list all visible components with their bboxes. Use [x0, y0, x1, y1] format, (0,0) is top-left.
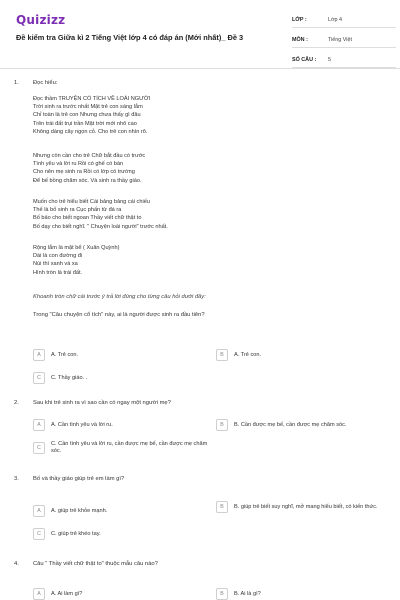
question-prompt: Bố và thầy giáo giúp trẻ em làm gì?: [33, 476, 125, 482]
answer-option-c[interactable]: [33, 372, 87, 384]
poem-stanza-2: [33, 152, 145, 185]
answer-option-b[interactable]: [216, 588, 261, 600]
poem-line: Thế là bố sinh ra Cục phấn từ đá ra: [33, 207, 122, 214]
meta-value: 5: [328, 56, 331, 63]
poem-line: Bố dạy cho biết nghĩ. " Chuyện loài người" trước nhất.: [33, 223, 168, 230]
meta-row-count: [292, 52, 396, 68]
option-text: A. giúp trẻ khỏe mạnh.: [51, 507, 108, 514]
question-number: 3.: [14, 476, 19, 482]
answer-option-a[interactable]: [33, 588, 82, 600]
poem-line: Trời sinh ra trước nhất Mặt trẻ con sáng lắm: [33, 104, 143, 111]
poem-line: Không dáng cây ngọn cỏ. Cho trẻ con nhìn rõ.: [33, 128, 148, 135]
answer-option-a[interactable]: [33, 349, 78, 361]
question-number: 2.: [14, 400, 19, 406]
question-prompt: Sau khi trẻ sinh ra vì sao cần có ngay một người mẹ?: [33, 400, 171, 406]
poem-stanza-3: [33, 198, 168, 231]
answer-option-c[interactable]: [33, 441, 213, 455]
option-text: B. Ai là gì?: [234, 590, 261, 597]
meta-value: Lớp 4: [328, 16, 343, 23]
option-letter-box: B: [216, 419, 228, 431]
option-text: C. giúp trẻ khéo tay.: [51, 530, 101, 537]
sub-question: Trong "Câu chuyện cổ tích" này, ai là người được sinh ra đầu tiên?: [33, 312, 205, 318]
poem-line: Cho nên mẹ sinh ra Rồi có lớp có trường: [33, 169, 135, 176]
option-letter-box: C: [33, 442, 45, 454]
poem-line: Hình tròn là trái đất.: [33, 269, 83, 276]
option-text: A. Trẻ con.: [51, 351, 79, 358]
instruction-text: Khoanh tròn chữ cái trước ý trả lời đúng cho từng câu hỏi dưới đây:: [33, 294, 206, 300]
meta-key: LỚP :: [292, 16, 307, 23]
poem-line: Trên trái đất trụi trần Mặt trời mới nhô cao: [33, 120, 137, 127]
poem-line: Chỉ toàn là trẻ con Nhưng chưa thấy gì đâu: [33, 112, 141, 119]
meta-value: Tiếng Việt: [328, 36, 352, 43]
answer-option-a[interactable]: [33, 419, 113, 431]
poem-line: Dài là con đường đi: [33, 253, 83, 260]
option-letter-box: A: [33, 349, 45, 361]
option-text: A. Cần tình yêu và lời ru.: [51, 421, 113, 428]
meta-key: MÔN :: [292, 36, 308, 43]
option-letter-box: A: [33, 588, 45, 600]
poem-line: Đọc thầm TRUYỆN CỔ TÍCH VỀ LOÀI NGƯỜI: [33, 96, 151, 102]
option-letter-box: C: [33, 528, 45, 540]
question-prompt: Đọc hiểu:: [33, 80, 58, 86]
document-title: Đề kiểm tra Giữa kì 2 Tiếng Việt lớp 4 có đáp án (Mới nhất)_ Đề 3: [16, 33, 244, 42]
answer-option-b[interactable]: [216, 419, 346, 431]
question-number: 4.: [14, 561, 19, 567]
option-letter-box: A: [33, 505, 45, 517]
poem-stanza-1: [33, 95, 150, 136]
meta-row-subject: [292, 32, 396, 48]
option-text: B. giúp trẻ biết suy nghĩ, mở mang hiểu biết, có kiến thức.: [234, 503, 378, 510]
option-letter-box: B: [216, 501, 228, 513]
answer-option-c[interactable]: [33, 528, 101, 540]
quizizz-logo: Quizizz: [16, 13, 66, 27]
poem-line: Tình yêu và lời ru Rồi có ghế có bàn: [33, 161, 124, 168]
option-text: C. Cần tình yêu và lời ru, cần được mẹ bế, cần được mẹ chăm sóc.: [51, 441, 208, 454]
poem-line: Núi thì xanh và xa: [33, 261, 78, 268]
option-letter-box: A: [33, 419, 45, 431]
meta-row-class: [292, 12, 396, 28]
poem-line: Muốn cho trẻ hiểu biết Cái bảng bảng cái chiếu: [33, 199, 150, 205]
answer-option-b[interactable]: [216, 501, 392, 513]
answer-option-b[interactable]: [216, 349, 261, 361]
poem-line: Rộng lắm là mặt bể ( Xuân Quỳnh): [33, 245, 120, 251]
answer-option-a[interactable]: [33, 505, 107, 517]
option-letter-box: B: [216, 349, 228, 361]
poem-stanza-4: [33, 244, 119, 277]
question-prompt: Câu " Thầy viết chữ thật to" thuộc mẫu câu nào?: [33, 561, 158, 567]
meta-key: SỐ CÂU :: [292, 56, 317, 63]
option-text: B. Cần được mẹ bế, cần được mẹ chăm sóc.: [234, 421, 347, 428]
option-text: A. Ai làm gì?: [51, 590, 83, 597]
meta-table: [292, 12, 396, 72]
option-letter-box: B: [216, 588, 228, 600]
option-text: C. Thầy giáo. .: [51, 374, 88, 381]
poem-line: Để bế bồng chăm sóc. Và sinh ra thầy giáo.: [33, 177, 142, 184]
option-letter-box: C: [33, 372, 45, 384]
poem-line: Bố bảo cho biết ngoan Thầy viết chữ thật to: [33, 215, 142, 222]
option-text: A. Trẻ con.: [234, 351, 262, 358]
document-header: [0, 0, 400, 69]
poem-line: Nhưng còn cần cho trẻ Chữ bắt đầu có trước: [33, 153, 146, 159]
question-number: 1.: [14, 80, 19, 86]
